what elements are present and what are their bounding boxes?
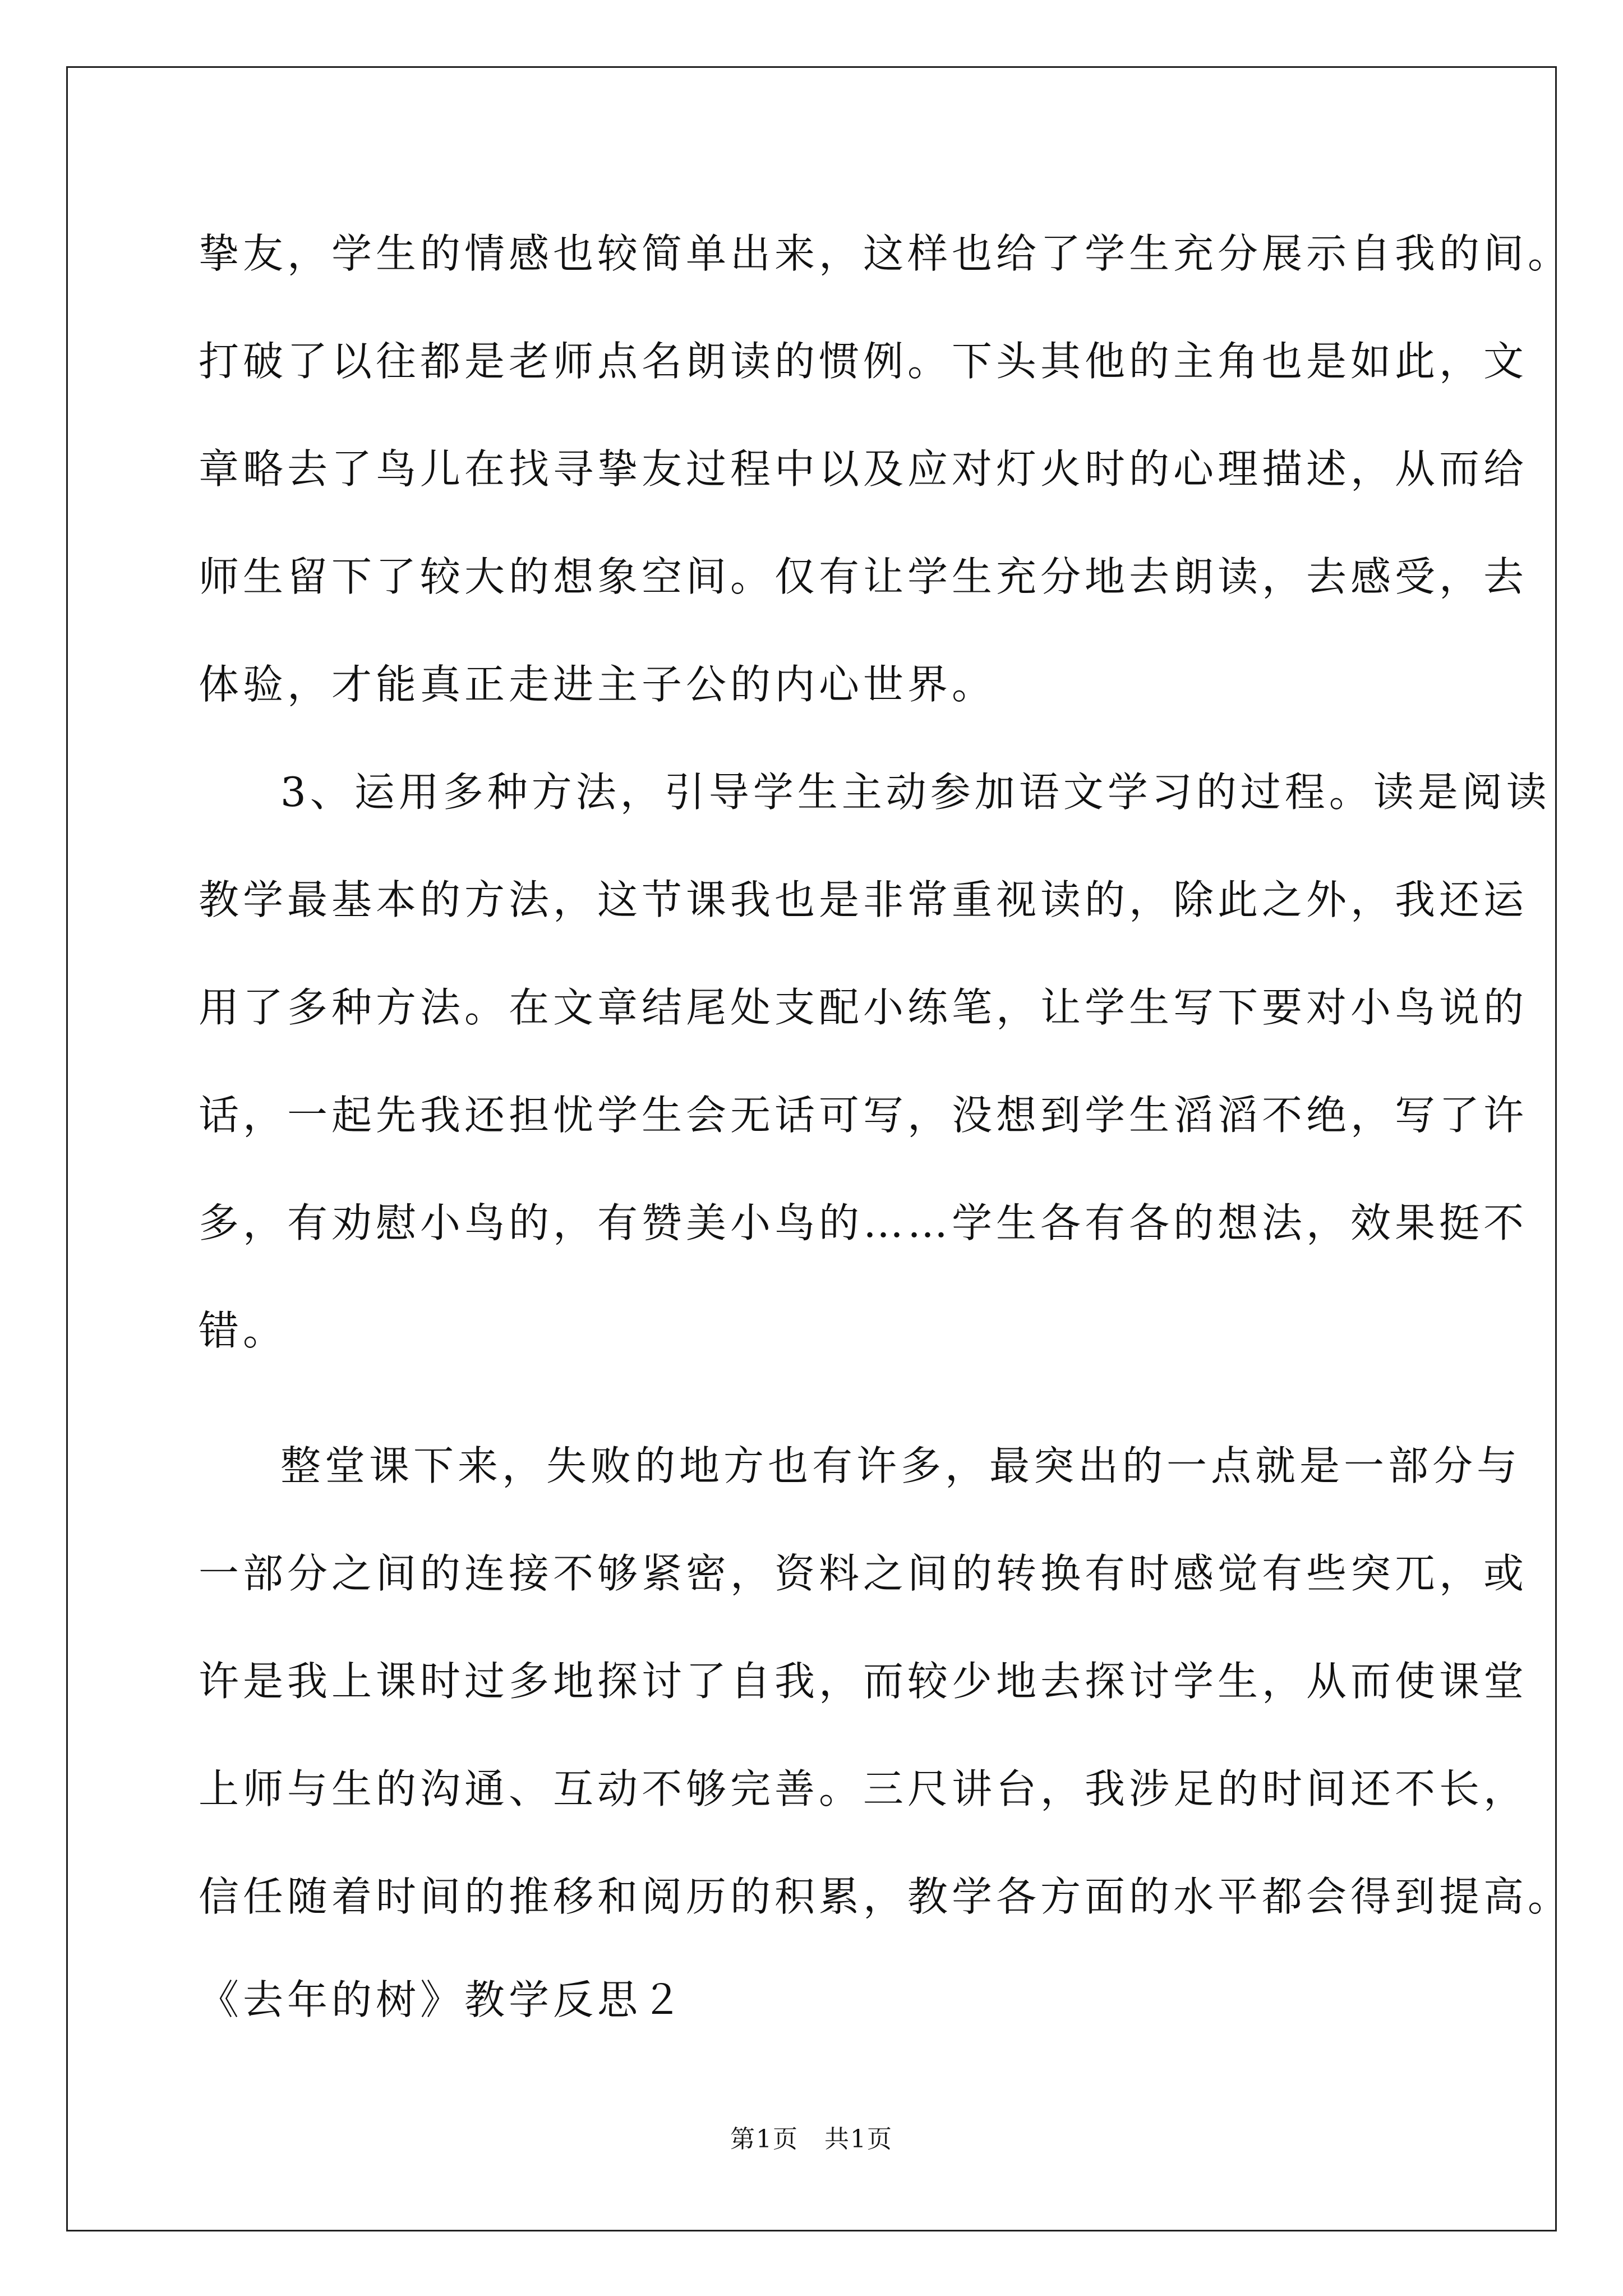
paragraph-start-line: 整堂课下来，失败的地方也有许多，最突出的一点就是一部分与 [280,1442,1521,1489]
paragraph-start-line: 3、运用多种方法，引导学生主动参加语文学习的过程。读是阅读 [280,769,1551,816]
body-line: 体验，才能真正走进主子公的内心世界。 [199,661,997,708]
body-line: 许是我上课时过多地探讨了自我，而较少地去探讨学生，从而使课堂 [199,1658,1528,1705]
body-line: 一部分之间的连接不够紧密，资料之间的转换有时感觉有些突兀，或 [199,1550,1528,1597]
section-heading: 《去年的树》教学反思２ [199,1976,686,2023]
body-line: 信任随着时间的推移和阅历的积累，教学各方面的水平都会得到提高。 [199,1873,1573,1920]
body-line: 错。 [199,1307,288,1354]
page-footer: 第1页 共1页 [730,2125,893,2154]
body-line: 教学最基本的方法，这节课我也是非常重视读的，除此之外，我还运 [199,876,1528,923]
body-line: 话，一起先我还担忧学生会无话可写，没想到学生滔滔不绝，写了许 [199,1092,1528,1139]
body-line: 多，有劝慰小鸟的，有赞美小鸟的……学生各有各的想法，效果挺不 [199,1199,1528,1246]
body-line: 挚友，学生的情感也较简单出来，这样也给了学生充分展示自我的间。 [199,230,1573,277]
body-line: 打破了以往都是老师点名朗读的惯例。下头其他的主角也是如此，文 [199,338,1528,385]
body-line: 师生留下了较大的想象空间。仅有让学生充分地去朗读，去感受，去 [199,553,1528,600]
body-line: 章略去了鸟儿在找寻挚友过程中以及应对灯火时的心理描述，从而给 [199,445,1528,493]
body-line: 用了多种方法。在文章结尾处支配小练笔，让学生写下要对小鸟说的 [199,984,1528,1031]
body-line: 上师与生的沟通、互动不够完善。三尺讲台，我涉足的时间还不长， [199,1765,1528,1812]
